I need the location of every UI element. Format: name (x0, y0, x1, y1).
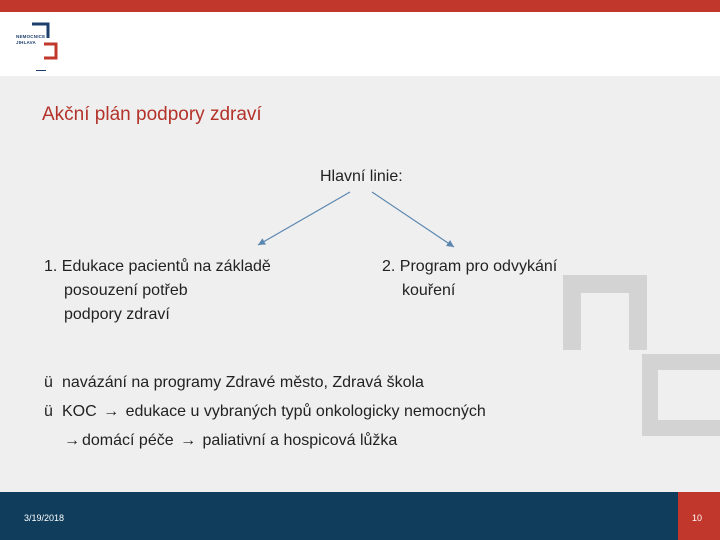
line-two-text-1: 2. Program pro odvykání (382, 258, 558, 275)
bullet-text: KOC (62, 403, 97, 420)
bullet-continuation (44, 426, 486, 455)
right-branch-arrow (372, 192, 454, 247)
slide-title: Akční plán podpory zdraví (42, 104, 262, 125)
slide-footer (0, 492, 720, 540)
main-lines-heading: Hlavní linie: (320, 168, 403, 185)
bullet-text: domácí péče (82, 432, 174, 449)
page-number: 10 (692, 513, 703, 523)
line-one-text-3: podpory zdraví (64, 306, 170, 323)
line-one-education (44, 255, 344, 327)
line-one-text-1: 1. Edukace pacientů na základě (44, 258, 271, 275)
bullet-text: navázání na programy Zdravé město, Zdravá škola (62, 374, 424, 391)
logo-text-line2: JIHLAVA (16, 40, 36, 45)
bullet-text: edukace u vybraných typů onkologicky nemocných (125, 403, 486, 420)
bullet-item (44, 368, 486, 397)
arrow-right-icon: → (103, 403, 120, 420)
check-icon: ü (44, 403, 53, 420)
arrow-right-icon: → (180, 432, 197, 449)
logo-text-line1: NEMOCNICE (16, 34, 46, 39)
slide-date: 3/19/2018 (24, 513, 65, 523)
bullet-item (44, 397, 486, 426)
bullet-text: paliativní a hospicová lůžka (202, 432, 398, 449)
line-one-text-2: posouzení potřeb (64, 282, 188, 299)
bullet-list (44, 368, 486, 455)
arrow-right-icon: → (64, 432, 80, 449)
check-icon: ü (44, 374, 53, 391)
line-two-text-2: kouření (402, 282, 456, 299)
line-two-smoking-program (382, 255, 642, 303)
left-branch-arrow (258, 192, 350, 245)
